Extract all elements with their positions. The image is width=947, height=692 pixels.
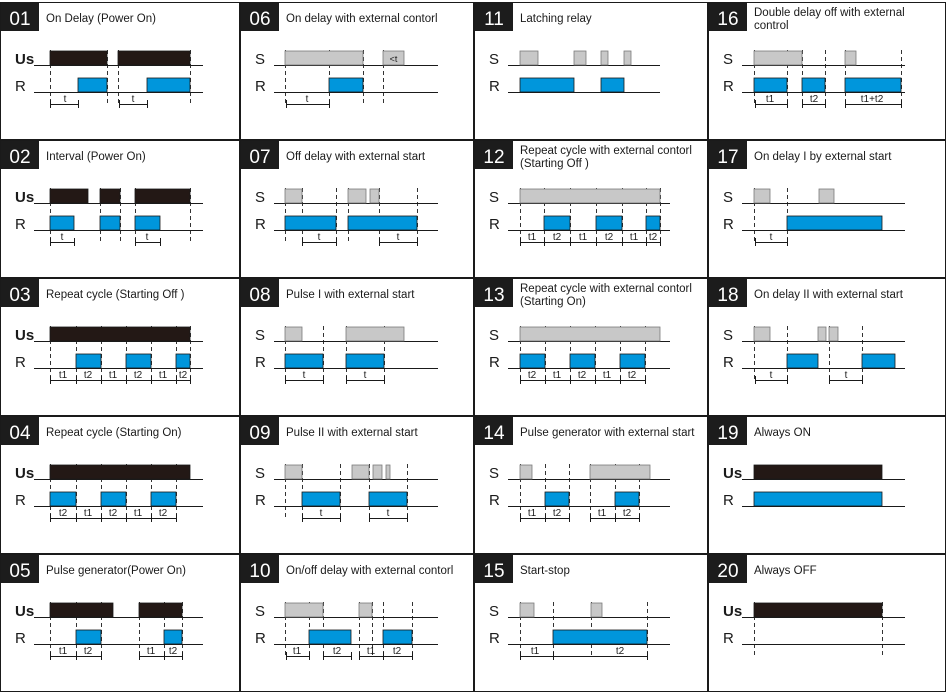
relay-on-bar <box>620 354 645 368</box>
relay-on-bar <box>50 492 76 506</box>
signal-label: S <box>723 189 734 206</box>
cell-20 <box>709 555 946 692</box>
relay-on-bar <box>285 354 323 368</box>
signal-label: S <box>489 189 500 206</box>
cell-04 <box>1 417 240 554</box>
cell-18 <box>709 279 946 416</box>
time-label: t2 <box>809 94 819 105</box>
signal-label: S <box>723 51 734 68</box>
cell-01 <box>1 3 240 140</box>
time-label: t1 <box>527 232 537 243</box>
time-label: t1 <box>527 508 537 519</box>
time-label: t2 <box>577 370 587 381</box>
mode-number: 09 <box>249 423 271 444</box>
signal-label: S <box>489 465 500 482</box>
control-on-bar <box>373 465 382 479</box>
relay-on-bar <box>76 354 101 368</box>
mode-title: Pulse generator with external start <box>520 427 695 439</box>
relay-on-bar <box>78 78 107 92</box>
control-on-bar <box>590 465 650 479</box>
time-label: t2 <box>158 508 168 519</box>
relay-on-bar <box>570 354 595 368</box>
relay-on-bar <box>520 78 574 92</box>
mode-title: On/off delay with external contorl <box>286 565 454 577</box>
mode-title: Repeat cycle (Starting Off ) <box>46 289 185 301</box>
relay-on-bar <box>787 354 818 368</box>
control-on-bar <box>348 189 366 203</box>
control-on-bar <box>370 189 379 203</box>
relay-on-bar <box>151 492 176 506</box>
signal-label: R <box>723 630 734 647</box>
time-label: t <box>145 232 149 243</box>
control-on-bar <box>601 51 608 65</box>
time-label: t <box>63 94 67 105</box>
time-label: t1 <box>83 508 93 519</box>
time-label: t1 <box>58 370 68 381</box>
control-on-bar <box>520 51 538 65</box>
signal-label: R <box>15 78 26 95</box>
relay-on-bar <box>646 216 660 230</box>
supply-on-bar <box>50 465 190 479</box>
cell-03 <box>1 279 240 416</box>
time-label: t2 <box>58 508 68 519</box>
mode-number: 12 <box>483 147 505 168</box>
mode-number: 14 <box>483 423 505 444</box>
control-on-bar <box>285 465 302 479</box>
control-on-bar <box>520 327 660 341</box>
relay-on-bar <box>346 354 384 368</box>
supply-on-bar <box>118 51 190 65</box>
time-label: t1 <box>602 370 612 381</box>
control-on-bar <box>285 327 302 341</box>
mode-number: 05 <box>9 561 31 582</box>
supply-on-bar <box>50 51 107 65</box>
control-on-bar <box>574 51 586 65</box>
time-label: t2 <box>622 508 632 519</box>
control-on-bar <box>754 51 802 65</box>
signal-label: R <box>15 354 26 371</box>
relay-on-bar <box>787 216 882 230</box>
time-label: t2 <box>83 646 93 657</box>
time-label: t2 <box>168 646 178 657</box>
relay-on-bar <box>369 492 407 506</box>
relay-on-bar <box>520 354 545 368</box>
supply-on-bar <box>139 603 182 617</box>
mode-title: Double delay off with external <box>754 7 905 19</box>
relay-on-bar <box>615 492 639 506</box>
signal-label: Us <box>15 465 35 482</box>
signal-label: Us <box>723 603 743 620</box>
supply-on-bar <box>50 603 113 617</box>
time-label: t2 <box>108 508 118 519</box>
mode-number: 02 <box>9 147 31 168</box>
time-label: t2 <box>552 232 562 243</box>
time-label: t1 <box>146 646 156 657</box>
signal-label: R <box>489 78 500 95</box>
time-label: t <box>60 232 64 243</box>
signal-label: R <box>255 630 266 647</box>
supply-on-bar <box>754 465 882 479</box>
signal-label: Us <box>15 189 35 206</box>
relay-on-bar <box>164 630 182 644</box>
mode-title: Off delay with external start <box>286 151 426 163</box>
time-label: t2 <box>332 646 342 657</box>
signal-label: Us <box>15 327 35 344</box>
supply-on-bar <box>50 189 88 203</box>
relay-on-bar <box>601 78 624 92</box>
time-label: t <box>386 508 390 519</box>
time-label: t <box>131 94 135 105</box>
relay-on-bar <box>176 354 190 368</box>
signal-label: Us <box>723 465 743 482</box>
time-label: t1 <box>530 646 540 657</box>
cell-15 <box>475 555 708 692</box>
control-on-bar <box>352 465 369 479</box>
mode-number: 20 <box>717 561 739 582</box>
relay-on-bar <box>754 492 882 506</box>
relay-on-bar <box>101 492 126 506</box>
time-label: t <box>319 508 323 519</box>
mode-title: Repeat cycle with external contorl <box>520 145 692 157</box>
relay-on-bar <box>76 630 101 644</box>
control-on-bar <box>591 603 602 617</box>
relay-on-bar <box>135 216 160 230</box>
signal-label: R <box>255 492 266 509</box>
control-on-bar <box>845 51 856 65</box>
mode-title: Always ON <box>754 427 811 439</box>
relay-on-bar <box>596 216 622 230</box>
relay-on-bar <box>302 492 340 506</box>
relay-on-bar <box>348 216 417 230</box>
signal-label: S <box>489 327 500 344</box>
time-label: t2 <box>604 232 614 243</box>
mode-title: Always OFF <box>754 565 817 577</box>
mode-title: On delay with external contorl <box>286 13 438 25</box>
time-label: t2 <box>178 370 188 381</box>
time-label: t2 <box>83 370 93 381</box>
signal-label: R <box>723 492 734 509</box>
mode-number: 17 <box>717 147 739 168</box>
cell-14 <box>475 417 708 554</box>
control-on-bar <box>520 189 660 203</box>
cell-09 <box>241 417 474 554</box>
mode-number: 11 <box>484 9 504 30</box>
signal-label: R <box>489 354 500 371</box>
relay-on-bar <box>147 78 190 92</box>
signal-label: R <box>723 216 734 233</box>
time-label: t1 <box>58 646 68 657</box>
relay-on-bar <box>383 630 412 644</box>
mode-number: 08 <box>249 285 271 306</box>
signal-label: S <box>489 603 500 620</box>
time-label: t2 <box>615 646 625 657</box>
signal-label: S <box>489 51 500 68</box>
time-label: t1 <box>765 94 775 105</box>
short-pulse-label: <t <box>389 54 398 64</box>
cell-13 <box>475 279 708 416</box>
time-label: t <box>302 370 306 381</box>
mode-number: 13 <box>483 285 505 306</box>
time-label: t2 <box>527 370 537 381</box>
signal-label: S <box>723 327 734 344</box>
mode-title: On delay II with external start <box>754 289 903 301</box>
signal-label: S <box>255 465 266 482</box>
cell-07 <box>241 141 474 278</box>
control-on-bar <box>346 327 404 341</box>
time-label: t1 <box>108 370 118 381</box>
time-label: t1+t2 <box>860 94 884 105</box>
mode-title: Pulse II with external start <box>286 427 418 439</box>
mode-number: 04 <box>9 423 31 444</box>
cell-02 <box>1 141 240 278</box>
signal-label: Us <box>15 603 35 620</box>
mode-number: 10 <box>249 561 271 582</box>
control-on-bar <box>285 51 363 65</box>
time-label: t1 <box>158 370 168 381</box>
mode-title: On Delay (Power On) <box>46 13 156 25</box>
signal-label: S <box>255 189 266 206</box>
signal-label: S <box>255 603 266 620</box>
time-label: t1 <box>133 508 143 519</box>
relay-on-bar <box>100 216 120 230</box>
mode-title: Repeat cycle (Starting On) <box>46 427 182 439</box>
cell-11 <box>475 3 708 140</box>
relay-on-bar <box>754 78 787 92</box>
cell-19 <box>709 417 946 554</box>
time-label: t2 <box>552 508 562 519</box>
signal-label: R <box>15 492 26 509</box>
time-label: t2 <box>627 370 637 381</box>
mode-title: Interval (Power On) <box>46 151 146 163</box>
signal-label: R <box>15 216 26 233</box>
signal-label: S <box>255 327 266 344</box>
cell-16 <box>709 3 946 140</box>
time-label: t1 <box>366 646 376 657</box>
mode-number: 01 <box>9 9 31 30</box>
time-label: t1 <box>629 232 639 243</box>
control-on-bar <box>829 327 838 341</box>
control-on-bar <box>285 603 323 617</box>
mode-number: 16 <box>717 9 739 30</box>
relay-on-bar <box>329 78 363 92</box>
mode-title: Start-stop <box>520 565 570 577</box>
control-on-bar <box>754 189 770 203</box>
relay-on-bar <box>553 630 647 644</box>
time-label: t <box>844 370 848 381</box>
signal-label: S <box>255 51 266 68</box>
mode-title: On delay I by external start <box>754 151 892 163</box>
mode-title: control <box>754 20 789 32</box>
cell-17 <box>709 141 946 278</box>
time-label: t1 <box>578 232 588 243</box>
signal-label: R <box>723 78 734 95</box>
signal-label: R <box>489 630 500 647</box>
control-on-bar <box>386 465 390 479</box>
relay-on-bar <box>285 216 336 230</box>
relay-on-bar <box>309 630 351 644</box>
supply-on-bar <box>50 327 190 341</box>
time-label: t <box>769 370 773 381</box>
supply-on-bar <box>754 603 882 617</box>
time-label: t <box>317 232 321 243</box>
time-label: t <box>769 232 773 243</box>
signal-label: Us <box>15 51 35 68</box>
signal-label: R <box>255 354 266 371</box>
control-on-bar <box>285 189 302 203</box>
mode-title: Repeat cycle with external contorl <box>520 283 692 295</box>
cell-10 <box>241 555 474 692</box>
control-on-bar <box>520 465 532 479</box>
mode-number: 19 <box>717 423 739 444</box>
time-label: t2 <box>133 370 143 381</box>
cell-12 <box>475 141 708 278</box>
time-label: t <box>363 370 367 381</box>
mode-title: (Starting On) <box>520 296 586 308</box>
time-label: t <box>396 232 400 243</box>
mode-title: Pulse I with external start <box>286 289 415 301</box>
time-label: t1 <box>597 508 607 519</box>
relay-on-bar <box>862 354 895 368</box>
supply-on-bar <box>100 189 120 203</box>
cell-08 <box>241 279 474 416</box>
relay-on-bar <box>802 78 825 92</box>
control-on-bar <box>819 189 834 203</box>
mode-title: Pulse generator(Power On) <box>46 565 186 577</box>
relay-on-bar <box>545 492 569 506</box>
mode-number: 07 <box>249 147 271 168</box>
relay-on-bar <box>50 216 74 230</box>
control-on-bar <box>818 327 826 341</box>
control-on-bar <box>754 327 770 341</box>
signal-label: R <box>723 354 734 371</box>
signal-label: R <box>255 78 266 95</box>
mode-number: 15 <box>483 561 505 582</box>
mode-title: (Starting Off ) <box>520 158 589 170</box>
relay-on-bar <box>126 354 151 368</box>
supply-on-bar <box>135 189 190 203</box>
mode-title: Latching relay <box>520 13 592 25</box>
signal-label: R <box>489 492 500 509</box>
mode-number: 03 <box>9 285 31 306</box>
cell-06 <box>241 3 474 140</box>
relay-on-bar <box>845 78 901 92</box>
relay-on-bar <box>544 216 570 230</box>
mode-number: 18 <box>717 285 739 306</box>
time-label: t2 <box>392 646 402 657</box>
signal-label: R <box>255 216 266 233</box>
time-label: t1 <box>552 370 562 381</box>
time-label: t2 <box>648 232 658 243</box>
signal-label: R <box>489 216 500 233</box>
control-on-bar <box>520 603 534 617</box>
control-on-bar <box>359 603 372 617</box>
time-label: t1 <box>292 646 302 657</box>
time-label: t <box>305 94 309 105</box>
cell-05 <box>1 555 240 692</box>
signal-label: R <box>15 630 26 647</box>
control-on-bar <box>624 51 631 65</box>
mode-number: 06 <box>249 9 271 30</box>
